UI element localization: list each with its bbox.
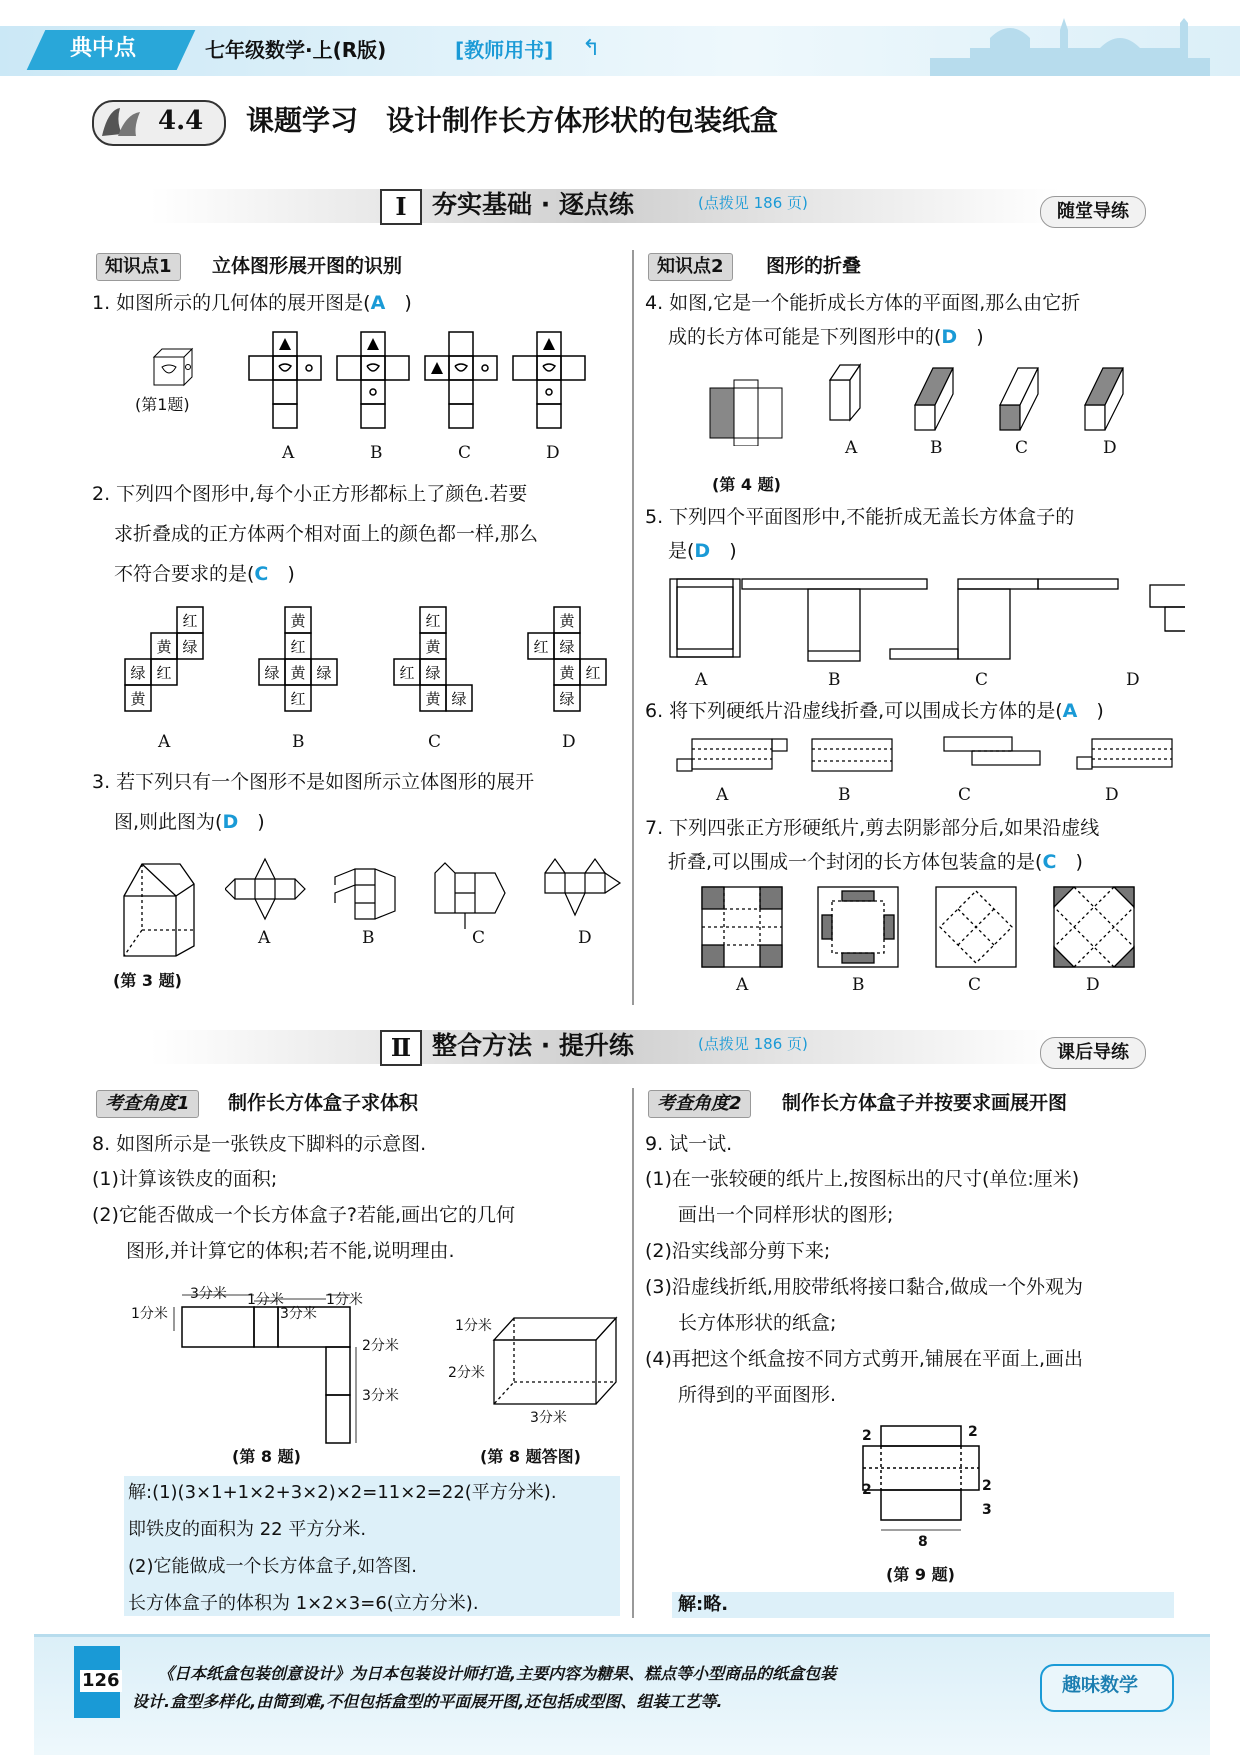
q2-opt-b: B bbox=[292, 732, 305, 752]
q8-dim-3b: 3分米 bbox=[280, 1306, 317, 1322]
q2-face-c3: 红 bbox=[399, 664, 415, 682]
q2-nets bbox=[120, 605, 620, 725]
q6-opt-a: A bbox=[716, 785, 729, 805]
q3-nets bbox=[225, 855, 625, 937]
q9-line2: (1)在一张较硬的纸片上,按图标出的尺寸(单位:厘米) bbox=[645, 1168, 1080, 1190]
q9-dim-2d: 2 bbox=[982, 1478, 992, 1494]
leaf-icon bbox=[98, 104, 144, 140]
section2-ref: (点拨见 186 页) bbox=[698, 1035, 808, 1053]
q8-dim-2: 2分米 bbox=[362, 1338, 399, 1354]
q1-cube bbox=[150, 345, 200, 387]
q2-face-b6: 红 bbox=[290, 690, 306, 708]
q8-solution-1: 解:(1)(3×1+1×2+3×2)×2=11×2=22(平方分米). bbox=[128, 1482, 557, 1503]
q3-opt-c: C bbox=[472, 928, 486, 948]
q6-line1: 6. 将下列硬纸片沿虚线折叠,可以围成长方体的是(A ) bbox=[645, 700, 1104, 722]
q5-opt-a: A bbox=[695, 670, 708, 690]
q8-caption: (第 8 题) bbox=[232, 1447, 301, 1466]
q2-face-a5: 红 bbox=[156, 664, 172, 682]
column-divider-2 bbox=[632, 1088, 634, 1618]
section2-roman: Ⅱ bbox=[380, 1030, 422, 1066]
q3-opt-b: B bbox=[362, 928, 375, 948]
q4-opt-b: B bbox=[930, 438, 943, 458]
q3-opt-d: D bbox=[578, 928, 592, 948]
q9-dim-2b: 2 bbox=[968, 1424, 978, 1440]
q9-line1: 9. 试一试. bbox=[645, 1133, 733, 1155]
teacher-tag: [教师用书] bbox=[455, 38, 554, 62]
q2-face-a1: 红 bbox=[182, 612, 198, 630]
q2-face-b1: 黄 bbox=[290, 612, 306, 630]
q2-face-c4: 绿 bbox=[425, 664, 441, 682]
q4-line1: 4. 如图,它是一个能折成长方体的平面图,那么由它折 bbox=[645, 292, 1081, 314]
q2-face-b4: 黄 bbox=[290, 664, 306, 682]
q1-text: 1. 如图所示的几何体的展开图是(A ) bbox=[92, 292, 412, 314]
kp2-title: 图形的折叠 bbox=[766, 255, 862, 277]
q8-answer-box bbox=[490, 1310, 620, 1410]
q2-face-d5: 红 bbox=[585, 664, 601, 682]
q3-opt-a: A bbox=[258, 928, 271, 948]
q2-face-c6: 绿 bbox=[451, 690, 467, 708]
q6-nets bbox=[672, 735, 1192, 780]
book-title: 七年级数学·上(R版) bbox=[205, 38, 387, 62]
q2-face-d1: 黄 bbox=[559, 612, 575, 630]
section1-title: 夯实基础 · 逐点练 bbox=[432, 190, 634, 219]
q2-opt-a: A bbox=[158, 732, 171, 752]
q3-caption: (第 3 题) bbox=[113, 971, 182, 990]
q8-solution-2: 即铁皮的面积为 22 平方分米. bbox=[128, 1519, 367, 1540]
q2-face-a2: 黄 bbox=[156, 638, 172, 656]
q7-line2: 折叠,可以围成一个封闭的长方体包装盒的是(C ) bbox=[668, 851, 1083, 873]
q4-opt-a: A bbox=[845, 438, 858, 458]
footer-note-1: 《日本纸盒包装创意设计》为日本包装设计师打造,主要内容为糖果、糕点等小型商品的纸盒包装 bbox=[158, 1664, 837, 1683]
q2-line3: 不符合要求的是(C ) bbox=[114, 563, 295, 585]
q1-nets bbox=[248, 330, 598, 438]
lesson-number: 4.4 bbox=[158, 106, 204, 136]
q9-dim-2a: 2 bbox=[862, 1428, 872, 1444]
ang2-tag: 考查角度2 bbox=[648, 1090, 751, 1118]
q2-face-b3: 绿 bbox=[264, 664, 280, 682]
q8-solution-3: (2)它能做成一个长方体盒子,如答图. bbox=[128, 1556, 417, 1577]
q7-opt-b: B bbox=[852, 975, 865, 995]
q8-dim-1c: 1分米 bbox=[326, 1292, 363, 1308]
brand-name: 典中点 bbox=[70, 36, 137, 61]
section1-pill: 随堂导练 bbox=[1040, 196, 1146, 228]
q4-opt-c: C bbox=[1015, 438, 1029, 458]
section2-title: 整合方法 · 提升练 bbox=[432, 1031, 634, 1060]
page-number: 126 bbox=[82, 1670, 120, 1691]
q5-line1: 5. 下列四个平面图形中,不能折成无盖长方体盒子的 bbox=[645, 506, 1075, 528]
q6-opt-c: C bbox=[958, 785, 972, 805]
q5-opt-d: D bbox=[1126, 670, 1140, 690]
kp1-tag: 知识点1 bbox=[96, 253, 181, 281]
mosque-skyline-icon bbox=[930, 18, 1210, 76]
q2-face-d6: 绿 bbox=[559, 690, 575, 708]
q2-face-d2: 红 bbox=[533, 638, 549, 656]
q2-face-b5: 绿 bbox=[316, 664, 332, 682]
q2-face-c1: 红 bbox=[425, 612, 441, 630]
q2-opt-c: C bbox=[428, 732, 442, 752]
q8-ans-1: 1分米 bbox=[455, 1318, 492, 1334]
q2-face-a3: 绿 bbox=[182, 638, 198, 656]
q9-line8: 所得到的平面图形. bbox=[678, 1384, 837, 1406]
q1-opt-d: D bbox=[546, 443, 560, 463]
q3-prism bbox=[118, 860, 200, 960]
q9-dim-3: 3 bbox=[982, 1502, 992, 1518]
q9-line6: 长方体形状的纸盒; bbox=[678, 1312, 837, 1334]
q7-line1: 7. 下列四张正方形硬纸片,剪去阴影部分后,如果沿虚线 bbox=[645, 817, 1100, 839]
q2-face-b2: 红 bbox=[290, 638, 306, 656]
q8-dim-3a: 3分米 bbox=[190, 1286, 227, 1302]
q5-opt-c: C bbox=[975, 670, 989, 690]
ang1-tag: 考查角度1 bbox=[96, 1090, 199, 1118]
q8-dim-1b: 1分米 bbox=[247, 1292, 284, 1308]
q2-opt-d: D bbox=[562, 732, 576, 752]
q6-opt-d: D bbox=[1105, 785, 1119, 805]
q7-opt-d: D bbox=[1086, 975, 1100, 995]
q7-squares bbox=[700, 885, 1160, 970]
q6-opt-b: B bbox=[838, 785, 851, 805]
q8-solution-4: 长方体盒子的体积为 1×2×3=6(立方分米). bbox=[128, 1593, 479, 1614]
q5-line2: 是(D ) bbox=[668, 540, 737, 562]
q8-line3: (2)它能否做成一个长方体盒子?若能,画出它的几何 bbox=[92, 1204, 516, 1226]
q9-line4: (2)沿实线部分剪下来; bbox=[645, 1240, 831, 1262]
q2-face-a6: 黄 bbox=[130, 690, 146, 708]
kp1-title: 立体图形展开图的识别 bbox=[212, 255, 403, 277]
q8-ans-3: 3分米 bbox=[530, 1410, 567, 1426]
q8-line2: (1)计算该铁皮的面积; bbox=[92, 1168, 278, 1190]
q2-face-c2: 黄 bbox=[425, 638, 441, 656]
q4-net bbox=[708, 378, 788, 446]
q9-line5: (3)沿虚线折纸,用胶带纸将接口黏合,做成一个外观为 bbox=[645, 1276, 1083, 1298]
section2-pill: 课后导练 bbox=[1040, 1037, 1146, 1069]
q1-caption: (第1题) bbox=[135, 395, 190, 414]
fun-math-label: 趣味数学 bbox=[1062, 1674, 1139, 1696]
column-divider-1 bbox=[632, 250, 634, 1005]
q2-face-a4: 绿 bbox=[130, 664, 146, 682]
return-arrow-icon: ↰ bbox=[582, 36, 601, 61]
q4-caption: (第 4 题) bbox=[712, 475, 781, 494]
q9-solution: 解:略. bbox=[678, 1594, 729, 1615]
q8-line1: 8. 如图所示是一张铁皮下脚料的示意图. bbox=[92, 1133, 427, 1155]
footer-note-2: 设计.盒型多样化,由简到难,不但包括盒型的平面展开图,还包括成型图、组装工艺等. bbox=[132, 1692, 723, 1711]
q2-face-d3: 绿 bbox=[559, 638, 575, 656]
q8-caption-answer: (第 8 题答图) bbox=[480, 1447, 581, 1466]
q9-dim-8: 8 bbox=[918, 1534, 928, 1550]
q2-line1: 2. 下列四个图形中,每个小正方形都标上了颜色.若要 bbox=[92, 483, 528, 505]
kp2-tag: 知识点2 bbox=[648, 253, 733, 281]
q3-line1: 3. 若下列只有一个图形不是如图所示立体图形的展开 bbox=[92, 771, 535, 793]
q5-opt-b: B bbox=[828, 670, 841, 690]
q8-line4: 图形,并计算它的体积;若不能,说明理由. bbox=[126, 1240, 455, 1262]
q1-opt-c: C bbox=[458, 443, 472, 463]
q3-line2: 图,则此图为(D ) bbox=[114, 811, 265, 833]
q4-boxes bbox=[825, 360, 1175, 435]
q2-face-c5: 黄 bbox=[425, 690, 441, 708]
q7-opt-c: C bbox=[968, 975, 982, 995]
q5-nets bbox=[665, 575, 1185, 665]
q9-caption: (第 9 题) bbox=[886, 1565, 955, 1584]
ang1-title: 制作长方体盒子求体积 bbox=[228, 1092, 419, 1114]
section1-ref: (点拨见 186 页) bbox=[698, 194, 808, 212]
q4-line2: 成的长方体可能是下列图形中的(D ) bbox=[668, 326, 984, 348]
lesson-title: 课题学习 设计制作长方体形状的包装纸盒 bbox=[246, 104, 779, 137]
q9-dim-2c: 2 bbox=[862, 1482, 872, 1498]
q8-ans-2: 2分米 bbox=[448, 1365, 485, 1381]
q9-line7: (4)再把这个纸盒按不同方式剪开,铺展在平面上,画出 bbox=[645, 1348, 1083, 1370]
ang2-title: 制作长方体盒子并按要求画展开图 bbox=[782, 1092, 1068, 1114]
q2-line2: 求折叠成的正方体两个相对面上的颜色都一样,那么 bbox=[114, 523, 539, 545]
q1-opt-b: B bbox=[370, 443, 383, 463]
q9-line3: 画出一个同样形状的图形; bbox=[678, 1204, 894, 1226]
q2-face-d4: 黄 bbox=[559, 664, 575, 682]
q9-solution-box bbox=[672, 1592, 1174, 1618]
q1-opt-a: A bbox=[282, 443, 295, 463]
q8-dim-3c: 3分米 bbox=[362, 1388, 399, 1404]
q7-opt-a: A bbox=[736, 975, 749, 995]
q8-dim-1a: 1分米 bbox=[131, 1306, 168, 1322]
q4-opt-d: D bbox=[1103, 438, 1117, 458]
section1-roman: Ⅰ bbox=[380, 189, 422, 225]
